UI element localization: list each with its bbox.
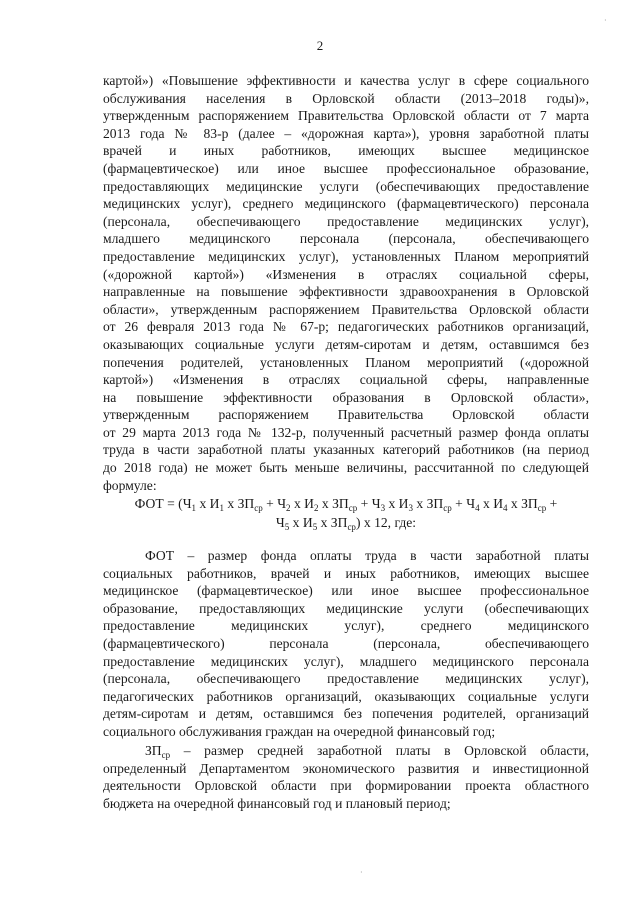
- formula-line-1: [103, 494, 589, 513]
- zp-subscript: ср: [161, 750, 171, 760]
- text-line: труда в части заработной платы указанных категорий работников (на период: [103, 442, 589, 458]
- scan-mark: ·: [604, 16, 607, 25]
- text-line: педагогических работников организаций, оказывающих социальные услуги: [103, 688, 589, 704]
- formula-term: $Ч_4$ x $И_4$ x $ЗП_{ср}$ +: [466, 496, 558, 513]
- text-line: обслуживания населения в Орловской области (2013–2018 годы)»,: [103, 90, 589, 106]
- text-line: на повышение эффективности образования в Орловской области»,: [103, 389, 589, 405]
- formula-equals: =: [167, 496, 175, 511]
- formula-lhs: ФОТ: [134, 496, 164, 511]
- text-line: бюджета на очередной финансовый год и плановый период;: [103, 795, 451, 811]
- text-line: (персонала, обеспечивающего предоставление медицинских услуг),: [103, 213, 589, 229]
- formula-term: $Ч_1$ x $И_1$ x $ЗП_{ср}$ +: [182, 496, 274, 513]
- text-line: ФОТ – размер фонда оплаты труда в части заработной платы: [145, 548, 589, 563]
- text-line: от 29 марта 2013 года № 132-р, полученный расчетный размер фонда оплаты: [103, 424, 589, 440]
- text-line: от 26 февраля 2013 года № 67-р; педагогических работников организаций,: [103, 319, 589, 335]
- text-line: образование, предоставляющих медицинские услуги (обеспечивающих: [103, 600, 589, 616]
- text-line: («дорожной картой») «Изменения в отраслях социальной сферы,: [103, 266, 589, 282]
- text-line: медицинских услуг), среднего медицинского (фармацевтического) персонала: [103, 196, 589, 212]
- text-line: до 2018 года) не может быть меньше величины, рассчитанной по следующей: [103, 460, 589, 476]
- text-line: (фармацевтического) персонала (персонала, обеспечивающего: [103, 635, 589, 651]
- zp-symbol: ЗП: [145, 743, 162, 758]
- text-line: направленные на повышение эффективности здравоохранения в Орловской: [103, 284, 589, 300]
- text-line: (персонала, обеспечивающего предоставление медицинских услуг),: [103, 671, 589, 687]
- formula-line-2: [103, 513, 589, 532]
- text-line: утвержденным распоряжением Правительства Орловской области от 7 марта: [103, 108, 589, 124]
- text-line: утвержденным распоряжением Правительства Орловской области: [103, 407, 589, 423]
- text-line: оказывающих социальные услуги детям-сиротам и детям, оставшимся без: [103, 336, 589, 352]
- page-number: 2: [316, 38, 324, 53]
- text-line: области», утвержденным распоряжением Правительства Орловской области: [103, 301, 589, 317]
- text-line: социальных работников, врачей и иных работников, имеющих высшее: [103, 565, 589, 581]
- scan-mark: ·: [360, 868, 363, 877]
- text-line: предоставление медицинских услуг), среднего медицинского: [103, 618, 589, 634]
- paragraph-continuation: [103, 72, 589, 494]
- text-line: определенный Департаментом экономического развития и инвестиционной: [103, 760, 589, 776]
- text-line: формуле:: [103, 477, 157, 493]
- text-line: младшего медицинского персонала (персонала, обеспечивающего: [103, 231, 589, 247]
- text-line: детям-сиротам и детям, оставшимся без попечения родителей, организаций: [103, 706, 589, 722]
- paragraph-zp-definition: [103, 742, 589, 812]
- formula-term: $Ч_5$ x $И_5$ x $ЗП_{ср}$: [275, 515, 356, 532]
- text-line: медицинское (фармацевтическое) или иное высшее профессиональное: [103, 583, 589, 599]
- text-line: картой») «Изменения в отраслях социальной сферы, направленные: [103, 372, 589, 388]
- text-line: врачей и иных работников, имеющих высшее медицинское: [103, 143, 589, 159]
- formula-tail: x 12, где:: [363, 515, 417, 530]
- text-line: социального обслуживания граждан на очередной финансовый год;: [103, 723, 496, 739]
- text-line: 2013 года № 83-р (далее – «дорожная карта»), уровня заработной платы: [103, 125, 589, 141]
- text-line: $ЗП_{ср}$ – размер средней заработной платы в Орловской области,: [145, 743, 589, 760]
- text-line: предоставление медицинских услуг), установленных Планом мероприятий: [103, 248, 589, 264]
- text-line: (фармацевтическое) или иное высшее профессиональное образование,: [103, 160, 589, 176]
- formula-term: $Ч_2$ x $И_2$ x $ЗП_{ср}$ +: [277, 496, 369, 513]
- text-line: попечения родителей, установленных Планом мероприятий («дорожной: [103, 354, 589, 370]
- formula-term: $Ч_3$ x $И_3$ x $ЗП_{ср}$ +: [371, 496, 463, 513]
- formula-close-paren: ): [355, 515, 361, 530]
- text-line: предоставляющих медицинские услуги (обеспечивающих предоставление: [103, 178, 589, 194]
- text-line: картой») «Повышение эффективности и качества услуг в сфере социального: [103, 73, 589, 88]
- text-line: предоставление медицинских услуг), младшего медицинского персонала: [103, 653, 589, 669]
- formula-open-paren: (: [178, 496, 183, 511]
- paragraph-fot-definition: [103, 547, 589, 741]
- text-line: деятельности Орловской области при формировании проекта областного: [103, 778, 589, 794]
- formula: [103, 494, 589, 532]
